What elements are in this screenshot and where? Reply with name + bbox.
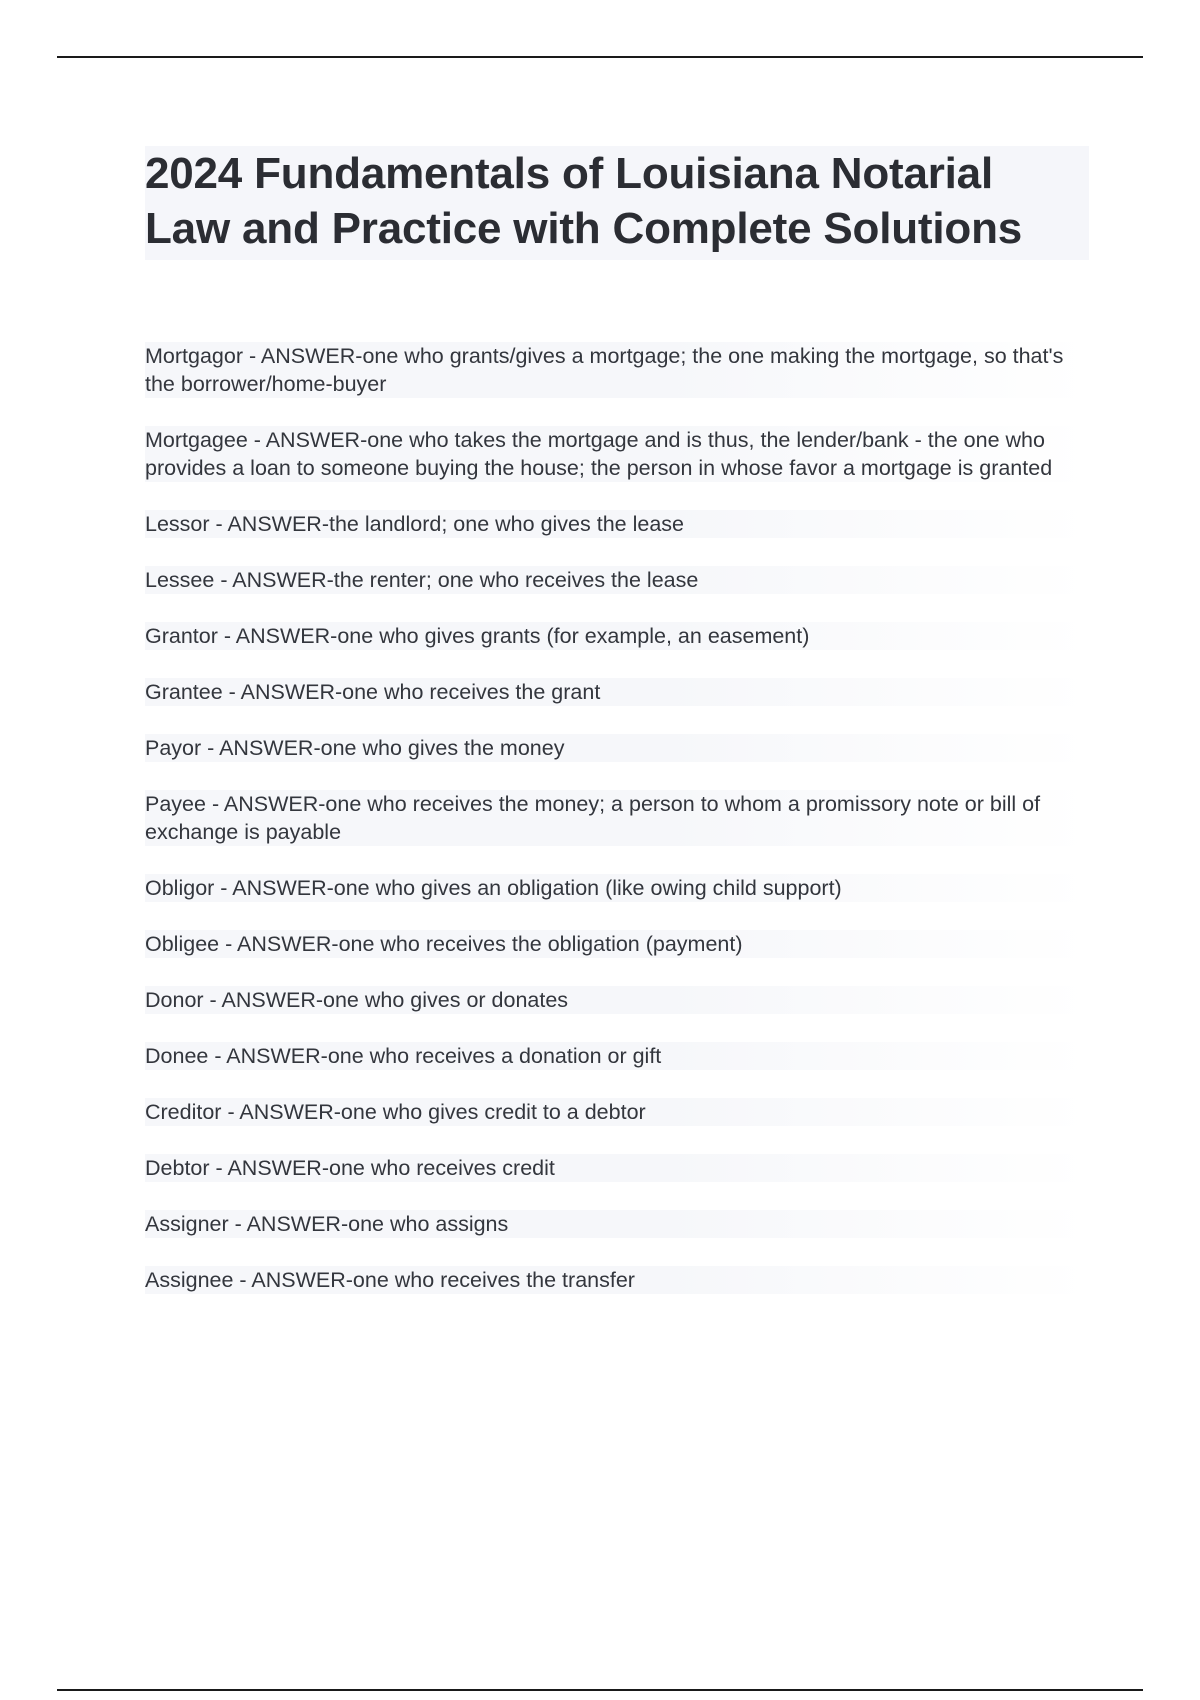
qa-answer: one who receives credit bbox=[329, 1156, 555, 1180]
qa-list bbox=[145, 342, 1089, 1294]
qa-separator: - ANSWER- bbox=[203, 988, 324, 1012]
qa-answer: one who gives or donates bbox=[323, 988, 569, 1012]
qa-item bbox=[145, 342, 1089, 398]
qa-answer: one who receives the grant bbox=[342, 680, 601, 704]
qa-term: Debtor bbox=[145, 1156, 210, 1180]
qa-term: Payee bbox=[145, 792, 206, 816]
bottom-divider bbox=[57, 1689, 1143, 1691]
qa-item bbox=[145, 510, 1089, 538]
qa-item bbox=[145, 930, 1089, 958]
top-divider bbox=[57, 56, 1143, 58]
qa-separator: - ANSWER- bbox=[209, 1156, 329, 1180]
qa-item bbox=[145, 874, 1089, 902]
qa-item bbox=[145, 622, 1089, 650]
qa-term: Donee bbox=[145, 1044, 209, 1068]
qa-term: Grantee bbox=[145, 680, 223, 704]
qa-answer: one who receives the transfer bbox=[352, 1268, 635, 1292]
qa-answer: the renter; one who receives the lease bbox=[333, 568, 699, 592]
qa-term: Assignee bbox=[145, 1268, 234, 1292]
qa-term: Grantor bbox=[145, 624, 218, 648]
qa-separator: - ANSWER- bbox=[205, 792, 326, 816]
qa-term: Lessee bbox=[145, 568, 215, 592]
qa-answer: one who assigns bbox=[348, 1212, 509, 1236]
qa-answer: one who gives grants (for example, an easement) bbox=[337, 624, 810, 648]
qa-item bbox=[145, 986, 1089, 1014]
qa-term: Mortgagee bbox=[145, 428, 248, 452]
qa-separator: - ANSWER- bbox=[243, 344, 363, 368]
qa-separator: - ANSWER- bbox=[228, 1212, 349, 1236]
qa-answer: one who grants/gives a mortgage; the one making the mortgage, so that's the borrower/home-buyer bbox=[145, 344, 1064, 396]
qa-item bbox=[145, 1098, 1089, 1126]
qa-term: Payor bbox=[145, 736, 202, 760]
qa-term: Obligee bbox=[145, 932, 220, 956]
qa-item bbox=[145, 1154, 1089, 1182]
qa-answer: one who gives an obligation (like owing child support) bbox=[333, 876, 842, 900]
qa-term: Obligor bbox=[145, 876, 215, 900]
qa-answer: the landlord; one who gives the lease bbox=[329, 512, 684, 536]
qa-item bbox=[145, 1266, 1089, 1294]
document-title: 2024 Fundamentals of Louisiana Notarial Law and Practice with Complete Solutions bbox=[145, 149, 1023, 253]
qa-answer: one who gives credit to a debtor bbox=[340, 1100, 646, 1124]
qa-separator: - ANSWER- bbox=[247, 428, 368, 452]
qa-item bbox=[145, 1042, 1089, 1070]
qa-item bbox=[145, 734, 1089, 762]
qa-answer: one who receives a donation or gift bbox=[327, 1044, 662, 1068]
qa-separator: - ANSWER- bbox=[214, 568, 334, 592]
qa-answer: one who gives the money bbox=[320, 736, 565, 760]
qa-term: Lessor bbox=[145, 512, 210, 536]
qa-separator: - ANSWER- bbox=[233, 1268, 353, 1292]
qa-term: Donor bbox=[145, 988, 204, 1012]
qa-term: Creditor bbox=[145, 1100, 222, 1124]
qa-term: Assigner bbox=[145, 1212, 229, 1236]
qa-item bbox=[145, 790, 1089, 846]
qa-answer: one who takes the mortgage and is thus, the lender/bank - the one who provides a loan to someone buying the house; the person in whose favor a mortgage is granted bbox=[145, 428, 1053, 480]
qa-separator: - ANSWER- bbox=[222, 680, 343, 704]
qa-term: Mortgagor bbox=[145, 344, 243, 368]
qa-separator: - ANSWER- bbox=[214, 876, 334, 900]
qa-separator: - ANSWER- bbox=[219, 932, 339, 956]
qa-separator: - ANSWER- bbox=[221, 1100, 341, 1124]
document-body bbox=[145, 146, 1089, 1322]
qa-separator: - ANSWER- bbox=[217, 624, 338, 648]
title-block bbox=[145, 146, 1089, 260]
qa-separator: - ANSWER- bbox=[209, 512, 329, 536]
qa-answer: one who receives the obligation (payment) bbox=[338, 932, 743, 956]
qa-separator: - ANSWER- bbox=[208, 1044, 328, 1068]
qa-item bbox=[145, 566, 1089, 594]
qa-item bbox=[145, 678, 1089, 706]
qa-item bbox=[145, 1210, 1089, 1238]
qa-item bbox=[145, 426, 1089, 482]
qa-answer: one who receives the money; a person to whom a promissory note or bill of exchange is payable bbox=[145, 792, 1041, 844]
qa-separator: - ANSWER- bbox=[201, 736, 321, 760]
